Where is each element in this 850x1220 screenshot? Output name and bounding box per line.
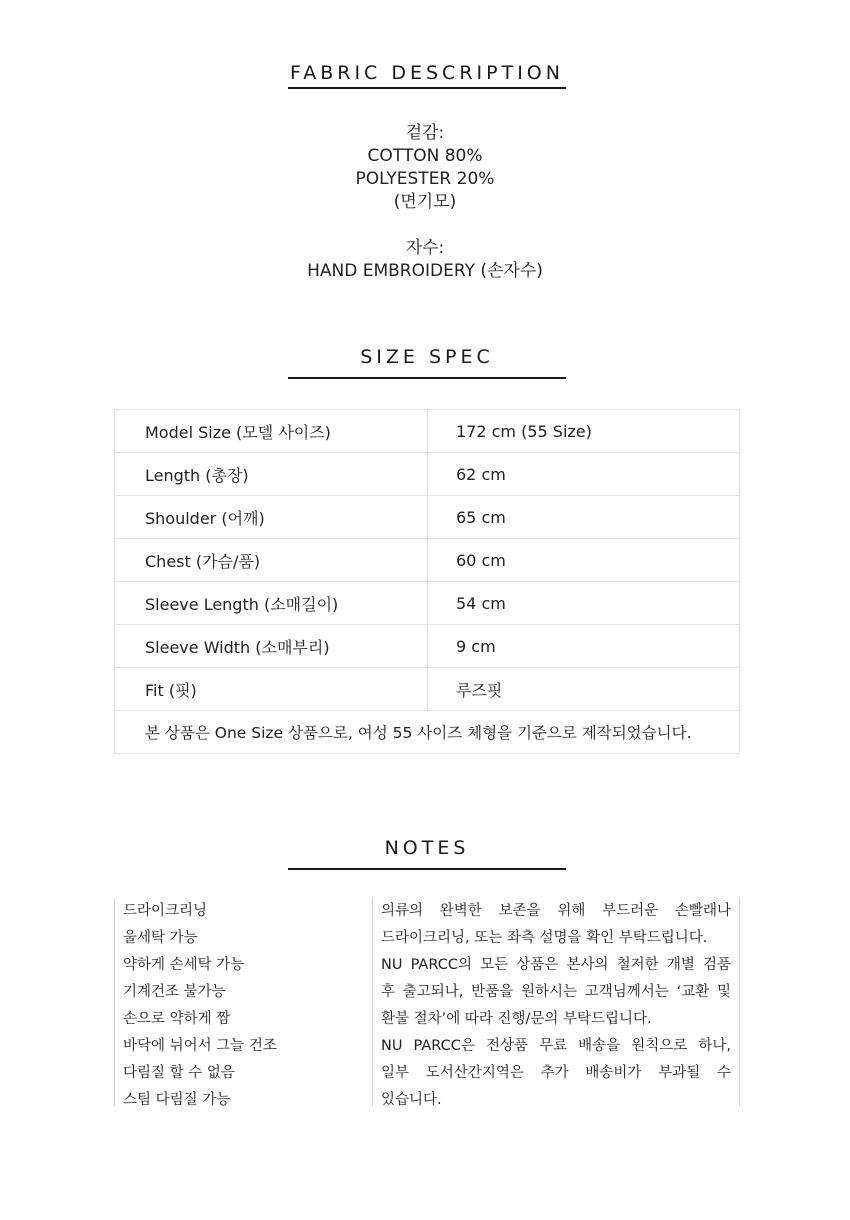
spec-label: Length (총장): [115, 453, 428, 495]
size-spec-title: SIZE SPEC: [360, 346, 494, 368]
notes-title: NOTES: [384, 837, 470, 859]
spec-value: 9 cm: [456, 636, 496, 656]
embroidery-label: 자수:: [405, 238, 445, 258]
spec-row-shoulder: [115, 496, 739, 539]
care-item: 손으로 약하게 짬: [123, 1011, 231, 1027]
fabric-title-underline: [288, 87, 566, 89]
spec-row-sleeve-width: [115, 625, 739, 668]
spec-row-chest: [115, 539, 739, 582]
spec-value: 루즈핏: [456, 680, 503, 700]
spec-label: Model Size (모델 사이즈): [115, 410, 428, 452]
fabric-details: [0, 122, 850, 283]
notes-info-line: NU PARCC의 모든 상품은 본사의 철저한 개별 검품: [381, 957, 731, 973]
spec-label: Shoulder (어깨): [115, 496, 428, 538]
spec-value: 54 cm: [456, 593, 506, 613]
spec-value: 172 cm (55 Size): [456, 421, 592, 441]
care-item: 바닥에 뉘어서 그늘 건조: [123, 1038, 277, 1054]
spec-row-model-size: [115, 410, 739, 453]
notes-info-line: 의류의 완벽한 보존을 위해 부드러운 손빨래나: [381, 903, 731, 919]
notes-title-underline: [288, 868, 566, 870]
care-item: 다림질 할 수 없음: [123, 1065, 235, 1081]
size-spec-note: 본 상품은 One Size 상품으로, 여성 55 사이즈 체형을 기준으로 제작되었습니다.: [145, 724, 692, 742]
care-instructions-list: [114, 898, 354, 1106]
notes-info-line: NU PARCC은 전상품 무료 배송을 원칙으로 하나,: [381, 1038, 731, 1054]
spec-label: Sleeve Width (소매부리): [115, 625, 428, 667]
notes-information-text: [372, 898, 740, 1106]
outer-fabric-line: COTTON 80%: [367, 146, 483, 166]
embroidery-value: HAND EMBROIDERY (손자수): [307, 261, 543, 281]
outer-fabric-line: POLYESTER 20%: [355, 169, 495, 189]
spec-label: Sleeve Length (소매길이): [115, 582, 428, 624]
spec-row-length: [115, 453, 739, 496]
spec-value: 62 cm: [456, 464, 506, 484]
notes-info-line: 후 출고되나, 반품을 원하시는 고객님께서는 ‘교환 및: [381, 984, 731, 1000]
spec-value: 65 cm: [456, 507, 506, 527]
fabric-description-title: FABRIC DESCRIPTION: [290, 62, 564, 84]
spec-row-sleeve-length: [115, 582, 739, 625]
spec-label: Chest (가슴/품): [115, 539, 428, 581]
care-item: 울세탁 가능: [123, 930, 198, 946]
care-item: 기계건조 불가능: [123, 984, 226, 1000]
size-spec-table: [114, 409, 740, 754]
outer-fabric-label: 겉감:: [405, 123, 445, 143]
notes-info-line: 드라이크리닝, 또는 좌측 설명을 확인 부탁드립니다.: [381, 930, 708, 946]
notes-info-line: 일부 도서산간지역은 추가 배송비가 부과될 수: [381, 1065, 731, 1081]
spec-label: Fit (핏): [115, 668, 428, 710]
care-item: 스팀 다림질 가능: [123, 1092, 231, 1108]
care-item: 드라이크리닝: [123, 903, 208, 919]
notes-info-line: 있습니다.: [381, 1092, 442, 1108]
spec-value: 60 cm: [456, 550, 506, 570]
notes-info-line: 환불 절차’에 따라 진행/문의 부탁드립니다.: [381, 1011, 652, 1027]
spec-row-fit: [115, 668, 739, 711]
care-item: 약하게 손세탁 가능: [123, 957, 245, 973]
size-spec-title-underline: [288, 377, 566, 379]
outer-fabric-line: (면기모): [393, 192, 457, 212]
